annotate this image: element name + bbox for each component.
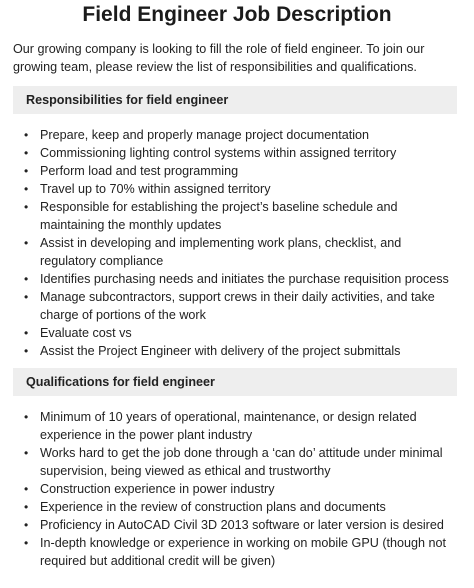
- bullet-icon: •: [24, 410, 29, 424]
- list-item-text: Construction experience in power industry: [40, 482, 275, 496]
- list-item: [0, 324, 474, 342]
- list-item-text: Prepare, keep and properly manage project documentation: [40, 128, 370, 142]
- bullet-icon: •: [24, 146, 29, 160]
- list-item-text: Perform load and test programming: [40, 164, 239, 178]
- list-item-text: In-depth knowledge or experience in working on mobile GPU (though not required but additional credit will be given): [40, 536, 447, 568]
- list-item: [0, 408, 474, 444]
- page-title: Field Engineer Job Description: [82, 3, 392, 26]
- list-item: [0, 534, 474, 570]
- bullet-icon: •: [24, 272, 29, 286]
- list-item-text: Works hard to get the job done through a ‘can do’ attitude under minimal supervision, being viewed as ethical and trustworthy: [40, 446, 443, 478]
- list-item-text: Minimum of 10 years of operational, maintenance, or design related experience in the power plant industry: [40, 410, 417, 442]
- bullet-icon: •: [24, 236, 29, 250]
- list-item: [0, 198, 474, 234]
- responsibilities-list: [0, 126, 474, 360]
- list-item: [0, 162, 474, 180]
- bullet-icon: •: [24, 500, 29, 514]
- list-item-text: Experience in the review of construction plans and documents: [40, 500, 386, 514]
- list-item-text: Manage subcontractors, support crews in their daily activities, and take charge of portions of the work: [40, 290, 435, 322]
- bullet-icon: •: [24, 128, 29, 142]
- intro-paragraph: Our growing company is looking to fill the role of field engineer. To join our growing team, please review the list of responsibilities and qualifications.: [13, 42, 425, 74]
- list-item-text: Identifies purchasing needs and initiates the purchase requisition process: [40, 272, 449, 286]
- bullet-icon: •: [24, 182, 29, 196]
- list-item: [0, 288, 474, 324]
- bullet-icon: •: [24, 446, 29, 460]
- bullet-icon: •: [24, 326, 29, 340]
- bullet-icon: •: [24, 164, 29, 178]
- bullet-icon: •: [24, 482, 29, 496]
- list-item-text: Proficiency in AutoCAD Civil 3D 2013 software or later version is desired: [40, 518, 444, 532]
- bullet-icon: •: [24, 518, 29, 532]
- list-item-text: Evaluate cost vs: [40, 326, 132, 340]
- bullet-icon: •: [24, 200, 29, 214]
- list-item: [0, 516, 474, 534]
- bullet-icon: •: [24, 536, 29, 550]
- list-item-text: Travel up to 70% within assigned territory: [40, 182, 271, 196]
- list-item: [0, 144, 474, 162]
- list-item: [0, 270, 474, 288]
- list-item-text: Assist the Project Engineer with delivery of the project submittals: [40, 344, 401, 358]
- list-item: [0, 180, 474, 198]
- list-item: [0, 444, 474, 480]
- bullet-icon: •: [24, 344, 29, 358]
- responsibilities-header: Responsibilities for field engineer: [13, 86, 457, 114]
- qualifications-list: [0, 408, 474, 570]
- list-item-text: Responsible for establishing the project’s baseline schedule and maintaining the monthly updates: [40, 200, 398, 232]
- list-item: [0, 126, 474, 144]
- list-item: [0, 480, 474, 498]
- list-item-text: Assist in developing and implementing work plans, checklist, and regulatory compliance: [40, 236, 402, 268]
- qualifications-header: Qualifications for field engineer: [13, 368, 457, 396]
- list-item: [0, 234, 474, 270]
- list-item: [0, 498, 474, 516]
- bullet-icon: •: [24, 290, 29, 304]
- list-item-text: Commissioning lighting control systems within assigned territory: [40, 146, 397, 160]
- list-item: [0, 342, 474, 360]
